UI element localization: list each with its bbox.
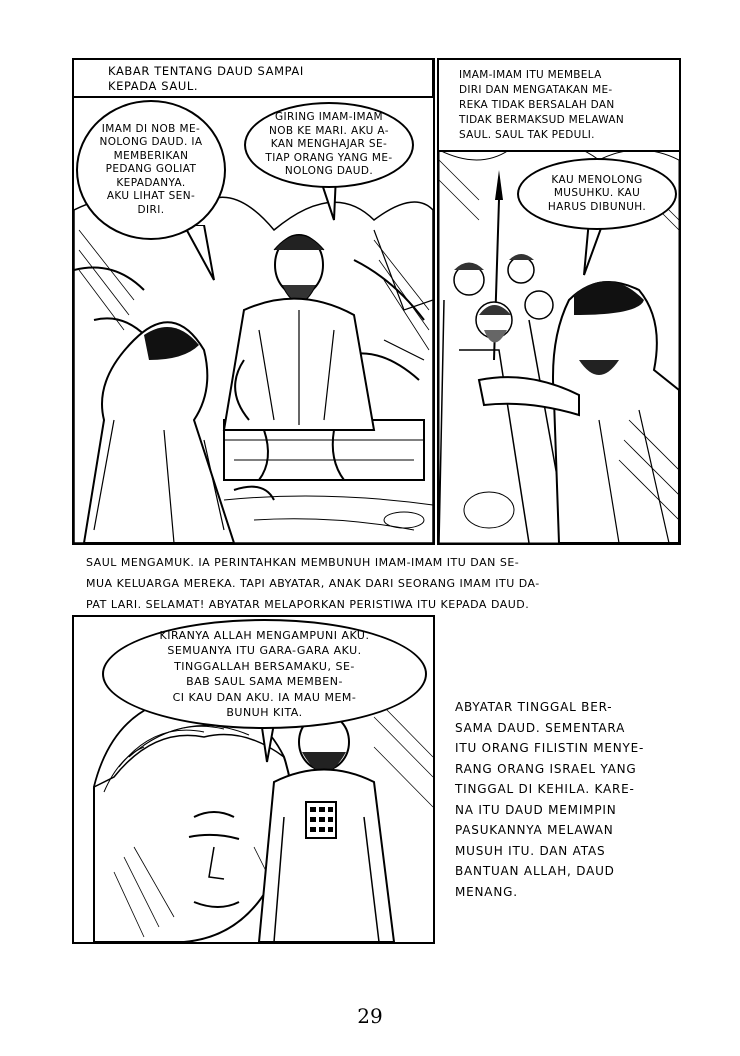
- panel-saul-throne: [72, 58, 435, 545]
- narration-caption: SAUL MENGAMUK. IA PERINTAHKAN MEMBUNUH IMAM-IMAM ITU DAN SE- MUA KELUARGA MEREKA. TAPI ABYATAR, ANAK DARI SEORANG IMAM ITU DA- PAT LARI. SELAMAT! ABYATAR MELAPORKAN PERISTIWA ITU KEPADA DAUD.: [86, 556, 540, 611]
- page-number: 29: [357, 1004, 383, 1028]
- speech-tail: [174, 225, 234, 285]
- speech-balloon-david: [102, 619, 427, 729]
- speech-balloon-saul: [244, 102, 414, 188]
- speech-text: KAU MENOLONG MUSUHKU. KAU HARUS DIBUNUH.: [547, 173, 647, 213]
- panel-saul-accuses: [437, 58, 681, 545]
- side-caption: ABYATAR TINGGAL BER- SAMA DAUD. SEMENTARA ITU ORANG FILISTIN MENYE- RANG ORANG ISRAEL YANG TINGGAL DI KEHILA. KARE- NA ITU DAUD MEMIMPIN PASUKANNYA MELAWAN MUSUH ITU. DAN ATAS BANTUAN ALLAH, DAUD MENANG.: [455, 700, 645, 899]
- panel-david-abiathar: [72, 615, 435, 944]
- speech-text: KIRANYA ALLAH MENGAMPUNI AKU. SEMUANYA ITU GARA-GARA AKU. TINGGALLAH BERSAMAKU, SE- BAB SAUL SAMA MEMBEN- CI KAU DAN AKU. IA MAU MEM- BUNUH KITA.: [159, 628, 370, 719]
- panel1-caption: KABAR TENTANG DAUD SAMPAI KEPADA SAUL.: [72, 58, 434, 98]
- speech-balloon-informant: [76, 100, 226, 240]
- speech-balloon-saul-accuses: [517, 158, 677, 230]
- panel2-caption: IMAM-IMAM ITU MEMBELA DIRI DAN MENGATAKAN ME- REKA TIDAK BERSALAH DAN TIDAK BERMAKSUD MELAWAN SAUL. SAUL TAK PEDULI.: [437, 58, 681, 152]
- speech-text: IMAM DI NOB ME- NOLONG DAUD. IA MEMBERIKAN PEDANG GOLIAT KEPADANYA. AKU LIHAT SEN- DIRI.: [99, 122, 203, 216]
- speech-text: GIRING IMAM-IMAM NOB KE MARI. AKU A- KAN MENGHAJAR SE- TIAP ORANG YANG ME- NOLONG DAUD.: [265, 111, 393, 178]
